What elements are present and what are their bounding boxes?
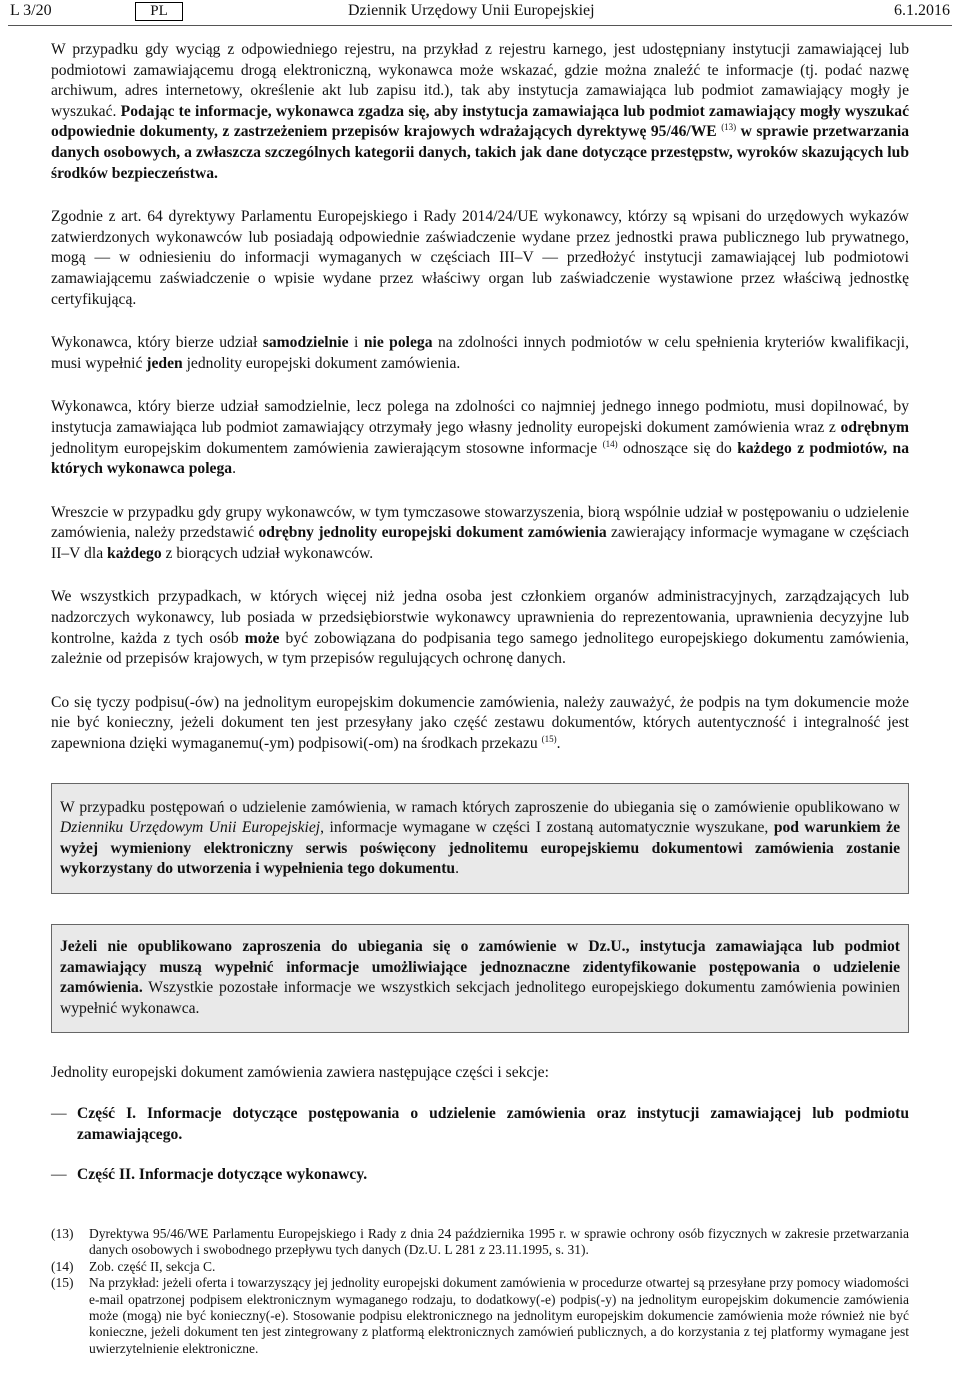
footnote-13 bbox=[51, 1226, 909, 1259]
text-span: odnoszące się do bbox=[623, 439, 732, 457]
footnote-number: (15) bbox=[51, 1275, 74, 1291]
text-span: Co się tyczy podpisu(-ów) na jednolitym europejskim dokumencie zamówienia, należy zauważyć, że podpis na tym dokumencie może nie być konieczny, jeżeli dokument ten jest przesyłany jako część zestawu dokumentów, których autentyczność i integralność jest zapewniona dzięki wymaganemu(-ym) podpisowi(-om) na środkach przekazu bbox=[51, 693, 909, 753]
bold-span: odrębny jednolity europejski dokument zamówienia bbox=[258, 524, 607, 542]
list-item bbox=[51, 1165, 909, 1186]
bold-span: Podając te informacje, wykonawca zgadza się, aby instytucja zamawiająca lub podmiot zamawiający mogły wyszukać odpowiednie dokumenty, z zastrzeżeniem przepisów krajowych wdrażających dyrektywę 95/46/WE bbox=[51, 102, 909, 141]
italic-span: Dzienniku Urzędowym Unii Europejskiej bbox=[60, 819, 321, 837]
publication-date: 6.1.2016 bbox=[894, 2, 950, 19]
text-span: jednolity europejski dokument zamówienia. bbox=[186, 354, 461, 372]
paragraph-relying-contractor bbox=[51, 397, 909, 479]
text-span: Wykonawca, który bierze udział samodzielnie, lecz polega na zdolności co najmniej jednego innego podmiotu, musi dopilnować, by instytucja zamawiająca lub podmiot zamawiający otrzymały jego własny jednolity europejski dokument zamówienia wraz z bbox=[51, 398, 909, 436]
text-span: i bbox=[354, 334, 359, 352]
text-span: Wykonawca, który bierze udział bbox=[51, 334, 258, 352]
text-span: . bbox=[556, 735, 561, 753]
footnote-ref-15[interactable]: (15) bbox=[541, 733, 557, 744]
box-text bbox=[60, 798, 900, 880]
bold-span: Jeżeli nie opublikowano zaproszenia do ubiegania się o zamówienie w Dz.U., instytucja zamawiająca lub podmiot zamawiający muszą wypełnić informacje umożliwiające jednoznaczne zidentyfikowanie postępowania o udzielenie zamówienia. bbox=[60, 938, 900, 997]
bold-span: pod warunkiem że wyżej wymieniony elektroniczny serwis poświęcony jednolitemu europejskiemu dokumentowi zamówienia zostanie wykorzystany do utworzenia i wypełnienia tego dokumentu bbox=[60, 819, 900, 878]
footnote-ref-14[interactable]: (14) bbox=[602, 438, 618, 449]
text-span: . bbox=[455, 860, 459, 878]
paragraph-multiple-persons bbox=[51, 587, 909, 669]
dash-marker: — bbox=[51, 1166, 67, 1184]
bold-span: w sprawie przetwarzania danych osobowych, a zwłaszcza szczególnych kategorii danych, takich jak dane dotyczące przestępstw, wyroków skazujących lub środków bezpieczeństwa. bbox=[51, 123, 909, 182]
bold-span: samodzielnie bbox=[262, 334, 349, 352]
text-span: jednolitym europejskim dokumentem zamówienia zawierającym stosowne informacje bbox=[51, 439, 598, 457]
journal-title: Dziennik Urzędowy Unii Europejskiej bbox=[348, 2, 595, 19]
bold-span: nie polega bbox=[363, 334, 433, 352]
language-badge: PL bbox=[135, 2, 183, 21]
text-span: z biorących udział wykonawców. bbox=[165, 544, 374, 562]
paragraph-article-64: Zgodnie z art. 64 dyrektywy Parlamentu Europejskiego i Rady 2014/24/UE wykonawcy, którzy są wpisani do urzędowych wykazów zatwierdzonych wykonawców lub posiadają odpowiednie zaświadczenie wydane przez jednostki prawa publicznego lub prywatnego, mogą — w odniesieniu do informacji wymaganych w częściach III–V — przedłożyć instytucji zamawiającej lub podmiotowi zamawiającemu zaświadczenie o wpisie wydane przez właściwy organ lub zaświadczenie wystawione przez właściwą jednostkę certyfikującą. bbox=[51, 208, 909, 308]
text-span: W przypadku gdy wyciąg z odpowiedniego rejestru, na przykład z rejestru karnego, jest udostępniany instytucji zamawiającej lub podmiotowi zamawiającemu drogą elektroniczną, wykonawca może wskazać, gdzie można znaleźć te informacje (tj. podać nazwę archiwum, adres internetowy, określenie akt lub zapisu itd.), tak aby instytucja zamawiająca lub podmiot zamawiający mogły je wyszukać. bbox=[51, 41, 909, 120]
text-span: być zobowiązana do podpisania tego samego jednolitego europejskiego dokumentu zamówienia, zależnie od przepisów krajowych, w tym przepisów regulujących ochronę danych. bbox=[51, 629, 909, 668]
paragraph-contractor-groups bbox=[51, 503, 909, 565]
list-item-text: Część I. Informacje dotyczące postępowania o udzielenie zamówienia oraz instytucji zamawiającej lub podmiotu zamawiającego. bbox=[77, 1104, 909, 1143]
paragraph-signatures bbox=[51, 693, 909, 755]
paragraph-single-contractor bbox=[51, 333, 909, 374]
footnote-15 bbox=[51, 1275, 909, 1357]
box-text bbox=[60, 937, 900, 1019]
text-span: Wreszcie w przypadku gdy grupy wykonawców, w tym tymczasowe stowarzyszenia, biorą wspólnie udział w postępowaniu o udzielenie zamówienia, należy przedstawić bbox=[51, 503, 909, 542]
text-span: We wszystkich przypadkach, w których więcej niż jedna osoba jest członkiem organów administracyjnych, zarządzających lub nadzorczych wykonawcy, lub posiada w przedsiębiorstwie wykonawcy uprawnienia do reprezentowania, uprawnienia decyzyjne lub kontrolne, każda z tych osób bbox=[51, 588, 909, 647]
text-span: W przypadku postępowań o udzielenie zamówienia, w ramach których zaproszenie do ubiegania się o zamówienie opublikowano w bbox=[60, 798, 900, 816]
bold-span: jeden bbox=[146, 354, 183, 372]
bold-span: każdego z podmiotów, na których wykonawca polega bbox=[51, 439, 909, 478]
paragraph-register-extract bbox=[51, 40, 909, 184]
footnote-text: Dyrektywa 95/46/WE Parlamentu Europejskiego i Rady z dnia 24 października 1995 r. w sprawie ochrony osób fizycznych w zakresie przetwarzania danych osobowych i swobodnego przepływu tych danych (Dz.U. L 281 z 23.11.1995, s. 31). bbox=[89, 1226, 909, 1258]
text-span: zawierający informacje wymagane w częściach II–V dla bbox=[51, 524, 909, 562]
bold-span: może bbox=[244, 629, 280, 647]
text-span: na zdolności innych podmiotów w celu spełnienia kryteriów kwalifikacji, musi wypełnić bbox=[51, 334, 909, 372]
parts-intro: Jednolity europejski dokument zamówienia zawiera następujące części i sekcje: bbox=[51, 1064, 549, 1082]
page-header bbox=[0, 0, 960, 26]
footnote-14 bbox=[51, 1259, 909, 1275]
document-body bbox=[51, 40, 909, 1206]
text-span: . bbox=[232, 460, 236, 478]
footnotes bbox=[51, 1226, 909, 1357]
info-box-published-notice bbox=[51, 783, 909, 894]
footnote-number: (13) bbox=[51, 1226, 74, 1241]
footnote-text: Na przykład: jeżeli oferta i towarzyszący jej jednolity europejski dokument zamówienia w procedurze otwartej są przesyłane przy pomocy wiadomości e-mail opatrzonej podpisem elektronicznym wymaganego rodzaju, to dodatkowy(-e) podpis(-y) na jednolitym europejskim dokumencie zamówienia może (mogą) nie być konieczny(-e). Stosowanie podpisu elektronicznego na jednolitym europejskim dokumencie zamówienia może również nie być konieczne, jeżeli dokument ten jest zintegrowany z platformą elektronicznych zamówień publicznych, a do korzystania z tej platformy wymagane jest uwierzytelnienie elektroniczne. bbox=[89, 1275, 909, 1356]
header-divider bbox=[8, 25, 952, 26]
footnote-text: Zob. część II, sekcja C. bbox=[89, 1258, 216, 1274]
bold-span: odrębnym bbox=[840, 418, 909, 436]
info-box-unpublished-notice bbox=[51, 924, 909, 1033]
bold-span: każdego bbox=[107, 544, 162, 562]
footnote-ref-13[interactable]: (13) bbox=[721, 122, 737, 133]
dash-marker: — bbox=[51, 1104, 67, 1122]
text-span: , informacje wymagane w części I zostaną automatycznie wyszukane, bbox=[320, 819, 769, 837]
footnote-number: (14) bbox=[51, 1258, 74, 1274]
page-reference: L 3/20 bbox=[10, 2, 52, 19]
text-span: Wszystkie pozostałe informacje we wszystkich sekcjach jednolitego europejskiego dokumentu zamówienia powinien wypełnić wykonawca. bbox=[60, 979, 900, 1017]
list-item-text: Część II. Informacje dotyczące wykonawcy. bbox=[77, 1166, 368, 1184]
list-item bbox=[51, 1104, 909, 1145]
